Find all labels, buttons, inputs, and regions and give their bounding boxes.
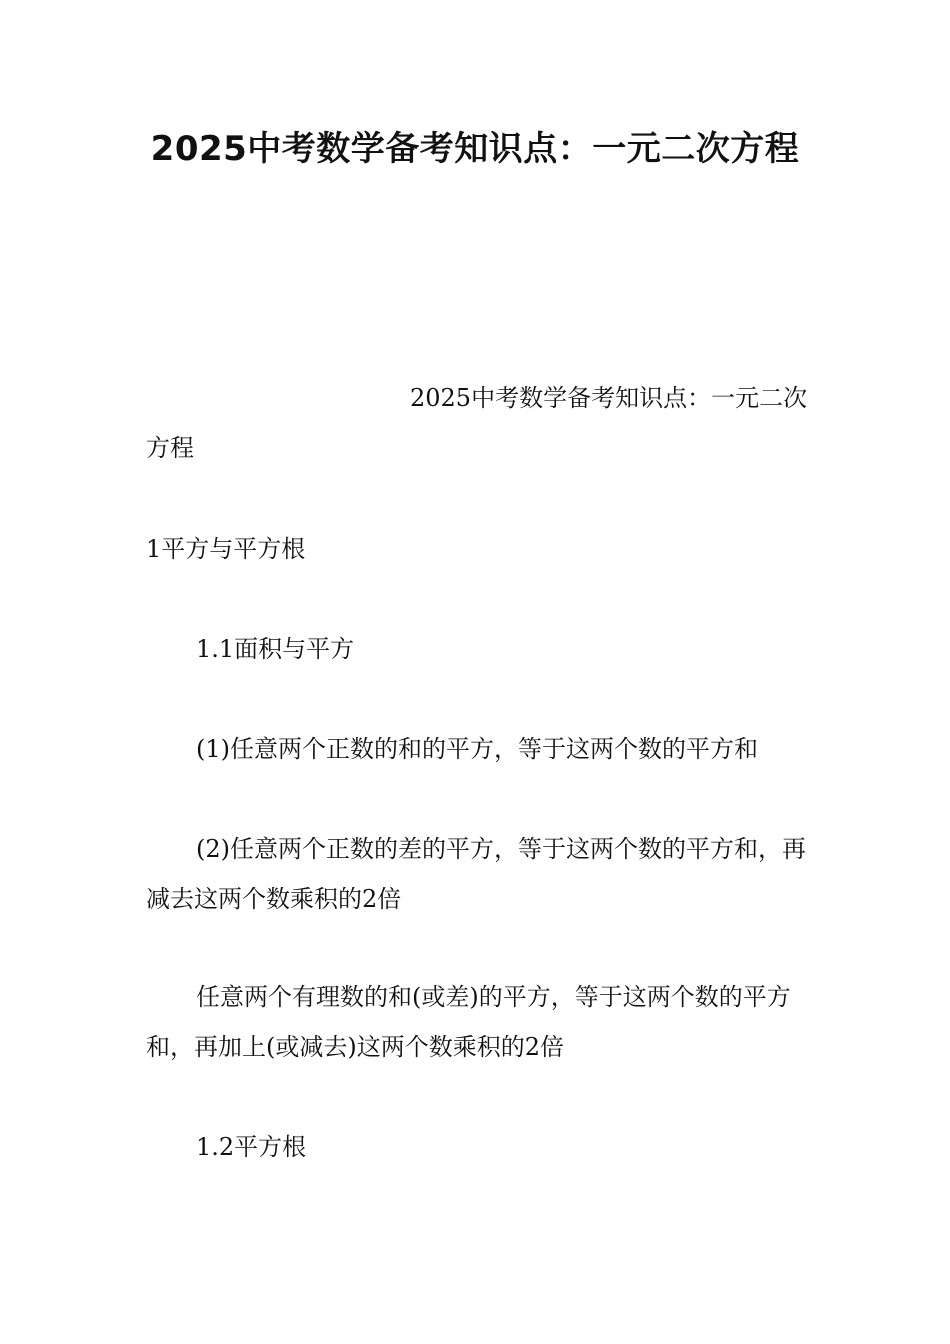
- paragraph-1: (1)任意两个正数的和的平方，等于这两个数的平方和: [196, 735, 758, 763]
- section-heading-1: 1平方与平方根: [146, 535, 306, 563]
- subtitle-paragraph: 2025中考数学备考知识点：一元二次方程: [146, 384, 808, 462]
- section-heading-1-2: 1.2平方根: [196, 1133, 307, 1161]
- document-title: 2025中考数学备考知识点：一元二次方程: [150, 129, 800, 169]
- paragraph-2: (2)任意两个正数的差的平方，等于这两个数的平方和，再减去这两个数乘积的2倍: [146, 835, 806, 913]
- section-heading-1-1: 1.1面积与平方: [196, 635, 355, 663]
- paragraph-3: 任意两个有理数的和(或差)的平方，等于这两个数的平方和，再加上(或减去)这两个数乘积的2倍: [146, 983, 791, 1061]
